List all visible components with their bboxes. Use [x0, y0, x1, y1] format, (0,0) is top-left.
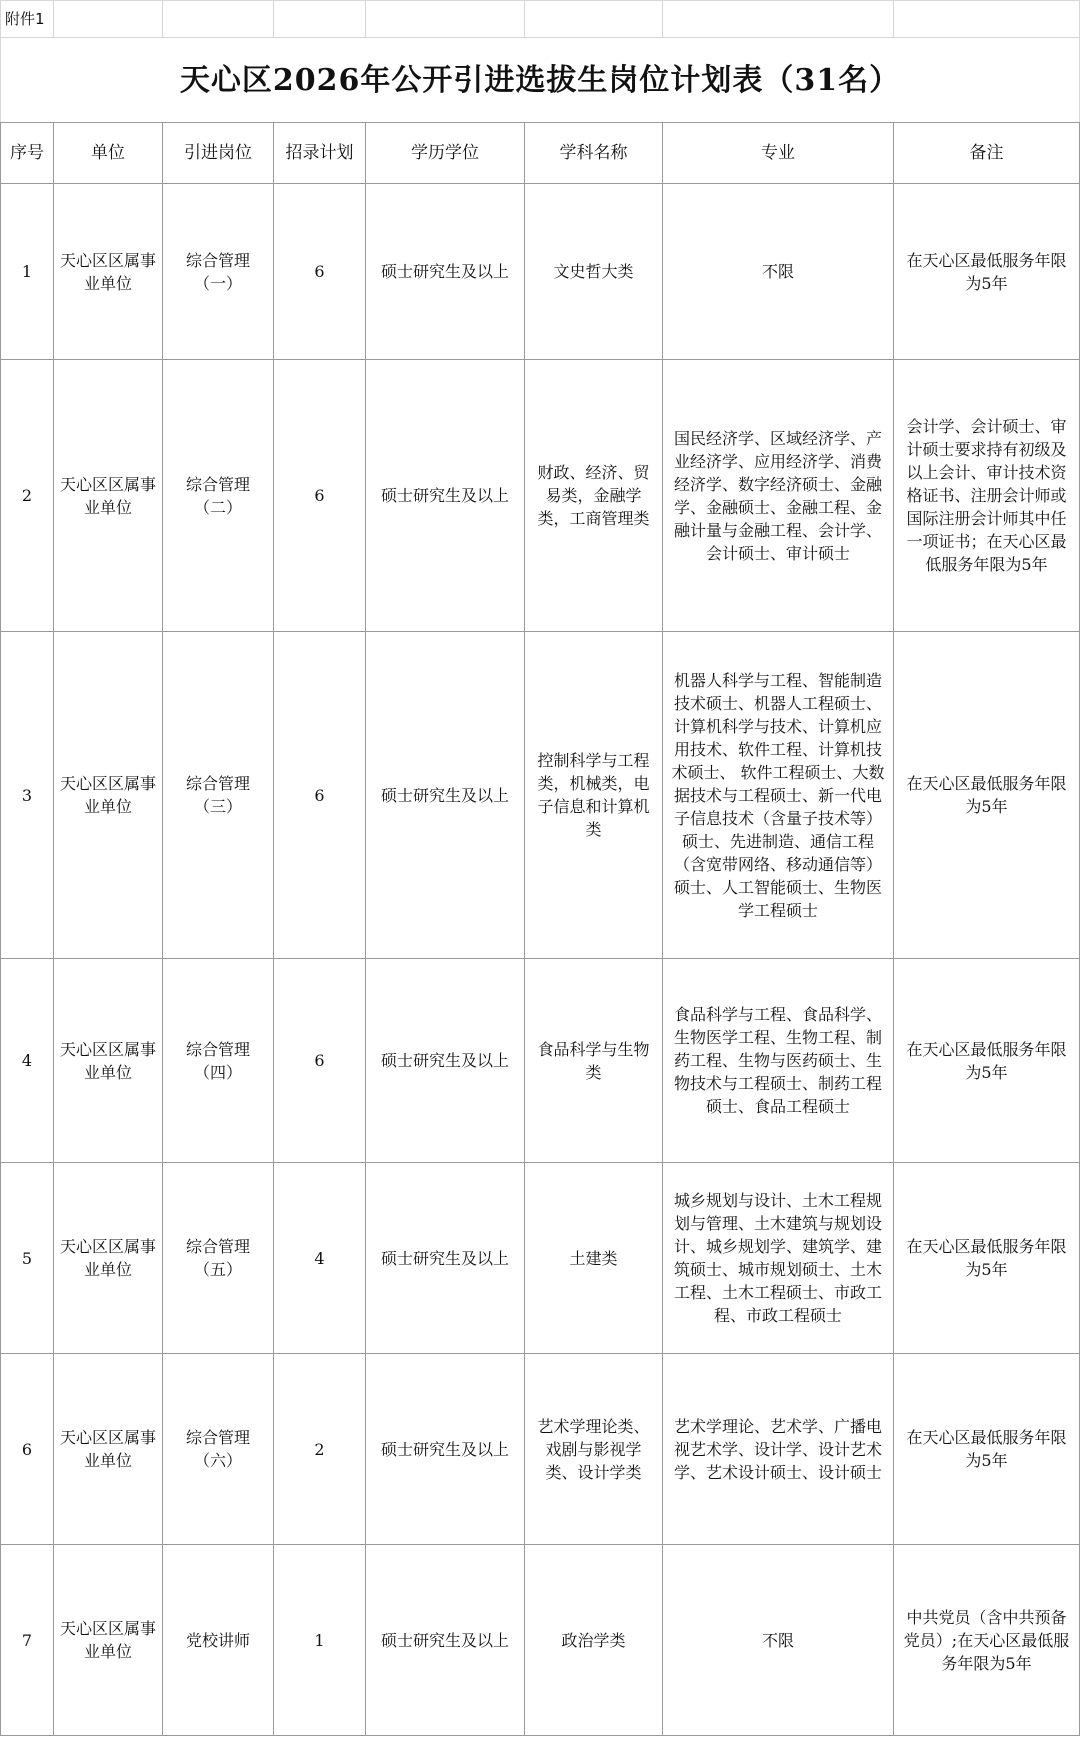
- row-note: 在天心区最低服务年限为5年: [894, 184, 1080, 360]
- row-no: 4: [1, 959, 54, 1163]
- row-unit: 天心区区属事业单位: [54, 360, 163, 632]
- blank-cell: [894, 1, 1080, 38]
- row-no: 5: [1, 1163, 54, 1354]
- row-degree: 硕士研究生及以上: [366, 1163, 525, 1354]
- blank-cell: [54, 1, 163, 38]
- row-plan: 4: [274, 1163, 366, 1354]
- blank-cell: [366, 1, 525, 38]
- row-unit: 天心区区属事业单位: [54, 1545, 163, 1736]
- document-title: 天心区2026年公开引进选拔生岗位计划表（31名）: [1, 38, 1080, 123]
- blank-cell: [163, 1, 274, 38]
- row-plan: 2: [274, 1354, 366, 1545]
- table-row: [1, 959, 1080, 1163]
- row-discipline: 食品科学与生物类: [525, 959, 663, 1163]
- row-plan: 6: [274, 360, 366, 632]
- row-major: 食品科学与工程、食品科学、生物医学工程、生物工程、制药工程、生物与医药硕士、生物技术与工程硕士、制药工程硕士、食品工程硕士: [663, 959, 894, 1163]
- blank-cell: [525, 1, 663, 38]
- row-unit: 天心区区属事业单位: [54, 184, 163, 360]
- row-note: 在天心区最低服务年限为5年: [894, 959, 1080, 1163]
- title-row: [1, 38, 1080, 123]
- row-post: 党校讲师: [163, 1545, 274, 1736]
- row-no: 2: [1, 360, 54, 632]
- attachment-row: [1, 1, 1080, 38]
- row-post: 综合管理（一）: [163, 184, 274, 360]
- row-unit: 天心区区属事业单位: [54, 632, 163, 959]
- table-row: [1, 1545, 1080, 1736]
- blank-cell: [274, 1, 366, 38]
- row-major: 机器人科学与工程、智能制造技术硕士、机器人工程硕士、计算机科学与技术、计算机应用技术、软件工程、计算机技术硕士、 软件工程硕士、大数据技术与工程硕士、新一代电子信息技术（含量子技术等）硕士、先进制造、通信工程（含宽带网络、移动通信等）硕士、人工智能硕士、生物医学工程硕士: [663, 632, 894, 959]
- row-degree: 硕士研究生及以上: [366, 632, 525, 959]
- row-discipline: 土建类: [525, 1163, 663, 1354]
- row-degree: 硕士研究生及以上: [366, 1545, 525, 1736]
- row-degree: 硕士研究生及以上: [366, 959, 525, 1163]
- header-unit: 单位: [54, 123, 163, 184]
- row-note: 中共党员（含中共预备党员）;在天心区最低服务年限为5年: [894, 1545, 1080, 1736]
- row-note: 在天心区最低服务年限为5年: [894, 1354, 1080, 1545]
- row-discipline: 艺术学理论类、戏剧与影视学类、设计学类: [525, 1354, 663, 1545]
- header-note: 备注: [894, 123, 1080, 184]
- row-discipline: 控制科学与工程类，机械类，电子信息和计算机类: [525, 632, 663, 959]
- row-major: 城乡规划与设计、土木工程规划与管理、土木建筑与规划设计、城乡规划学、建筑学、建筑硕士、城市规划硕士、土木工程、土木工程硕士、市政工程、市政工程硕士: [663, 1163, 894, 1354]
- row-degree: 硕士研究生及以上: [366, 1354, 525, 1545]
- row-unit: 天心区区属事业单位: [54, 959, 163, 1163]
- row-post: 综合管理（五）: [163, 1163, 274, 1354]
- header-no: 序号: [1, 123, 54, 184]
- row-note: 在天心区最低服务年限为5年: [894, 1163, 1080, 1354]
- row-major: 艺术学理论、艺术学、广播电视艺术学、设计学、设计艺术学、艺术设计硕士、设计硕士: [663, 1354, 894, 1545]
- row-no: 6: [1, 1354, 54, 1545]
- row-discipline: 财政、经济、贸易类，金融学类，工商管理类: [525, 360, 663, 632]
- row-no: 3: [1, 632, 54, 959]
- row-post: 综合管理（四）: [163, 959, 274, 1163]
- row-plan: 6: [274, 184, 366, 360]
- row-unit: 天心区区属事业单位: [54, 1354, 163, 1545]
- attachment-label: 附件1: [1, 1, 54, 38]
- table-row: [1, 1354, 1080, 1545]
- row-post: 综合管理（六）: [163, 1354, 274, 1545]
- table-row: [1, 360, 1080, 632]
- row-plan: 6: [274, 632, 366, 959]
- header-plan: 招录计划: [274, 123, 366, 184]
- row-discipline: 文史哲大类: [525, 184, 663, 360]
- row-unit: 天心区区属事业单位: [54, 1163, 163, 1354]
- row-plan: 6: [274, 959, 366, 1163]
- row-no: 7: [1, 1545, 54, 1736]
- row-degree: 硕士研究生及以上: [366, 360, 525, 632]
- row-plan: 1: [274, 1545, 366, 1736]
- table-row: [1, 184, 1080, 360]
- row-post: 综合管理（三）: [163, 632, 274, 959]
- table-row: [1, 632, 1080, 959]
- row-major: 不限: [663, 184, 894, 360]
- header-major: 专业: [663, 123, 894, 184]
- row-degree: 硕士研究生及以上: [366, 184, 525, 360]
- table-row: [1, 1163, 1080, 1354]
- header-row: [1, 123, 1080, 184]
- row-post: 综合管理（二）: [163, 360, 274, 632]
- row-major: 国民经济学、区域经济学、产业经济学、应用经济学、消费经济学、数字经济硕士、金融学、金融硕士、金融工程、金融计量与金融工程、会计学、会计硕士、审计硕士: [663, 360, 894, 632]
- row-no: 1: [1, 184, 54, 360]
- row-major: 不限: [663, 1545, 894, 1736]
- header-post: 引进岗位: [163, 123, 274, 184]
- header-discipline: 学科名称: [525, 123, 663, 184]
- row-note: 在天心区最低服务年限为5年: [894, 632, 1080, 959]
- blank-cell: [663, 1, 894, 38]
- row-note: 会计学、会计硕士、审计硕士要求持有初级及以上会计、审计技术资格证书、注册会计师或国际注册会计师其中任一项证书；在天心区最低服务年限为5年: [894, 360, 1080, 632]
- header-degree: 学历学位: [366, 123, 525, 184]
- row-discipline: 政治学类: [525, 1545, 663, 1736]
